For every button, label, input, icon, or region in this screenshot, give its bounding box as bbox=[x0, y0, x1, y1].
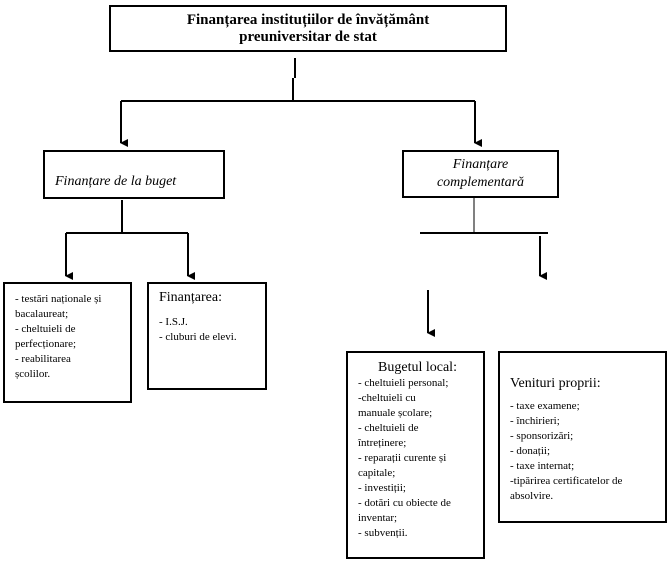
list-item: - dotări cu obiecte de bbox=[358, 497, 451, 509]
finantare-complementara-label-1: Finanțare bbox=[452, 157, 509, 172]
title-stem-line bbox=[293, 58, 295, 101]
finantarea-heading: Finanțarea: bbox=[159, 290, 222, 305]
list-item: bacalaureat; bbox=[15, 308, 69, 320]
list-item: - închirieri; bbox=[510, 415, 560, 427]
list-item: - investiții; bbox=[358, 482, 406, 494]
finantare-buget-label: Finanțare de la buget bbox=[55, 174, 177, 189]
finantare-complementara-label-2: complementară bbox=[436, 175, 525, 190]
list-item: - cluburi de elevi. bbox=[159, 331, 237, 343]
finantarea-box bbox=[147, 282, 267, 390]
bugetul-local-heading: Bugetul local: bbox=[378, 360, 457, 375]
list-item: - reparații curente și bbox=[358, 452, 447, 464]
list-item: perfecționare; bbox=[15, 338, 77, 350]
buget-items-box bbox=[3, 282, 132, 403]
list-item: - donații; bbox=[510, 445, 551, 457]
list-item: - taxe internat; bbox=[510, 460, 575, 472]
list-item: - taxe examene; bbox=[510, 400, 580, 412]
list-item: întreținere; bbox=[358, 437, 407, 449]
title-box bbox=[109, 5, 507, 52]
venituri-proprii-box bbox=[498, 351, 667, 523]
list-item: - cheltuieli personal; bbox=[358, 377, 449, 389]
title-line-2: preuniversitar de stat bbox=[239, 29, 377, 45]
venituri-proprii-heading: Venituri proprii: bbox=[510, 376, 601, 391]
list-item: -tipărirea certificatelor de bbox=[510, 475, 623, 487]
list-item: - I.S.J. bbox=[159, 316, 188, 328]
list-item: - cheltuieli de bbox=[358, 422, 419, 434]
list-item: - cheltuieli de bbox=[15, 323, 76, 335]
title-line-1: Finanțarea instituțiilor de învățământ bbox=[186, 12, 430, 28]
list-item: inventar; bbox=[358, 512, 398, 524]
list-item: - subvenții. bbox=[358, 527, 408, 539]
list-item: manuale școlare; bbox=[358, 407, 433, 419]
list-item: școlilor. bbox=[15, 368, 51, 380]
list-item: - reabilitarea bbox=[15, 353, 71, 365]
list-item: - testări naționale și bbox=[15, 293, 102, 305]
finantare-buget-box bbox=[43, 150, 225, 199]
list-item: capitale; bbox=[358, 467, 396, 479]
list-item: - sponsorizări; bbox=[510, 430, 574, 442]
finantare-complementara-box bbox=[402, 150, 559, 198]
bugetul-local-box bbox=[346, 351, 485, 559]
list-item: absolvire. bbox=[510, 490, 554, 502]
list-item: -cheltuieli cu bbox=[358, 392, 416, 404]
